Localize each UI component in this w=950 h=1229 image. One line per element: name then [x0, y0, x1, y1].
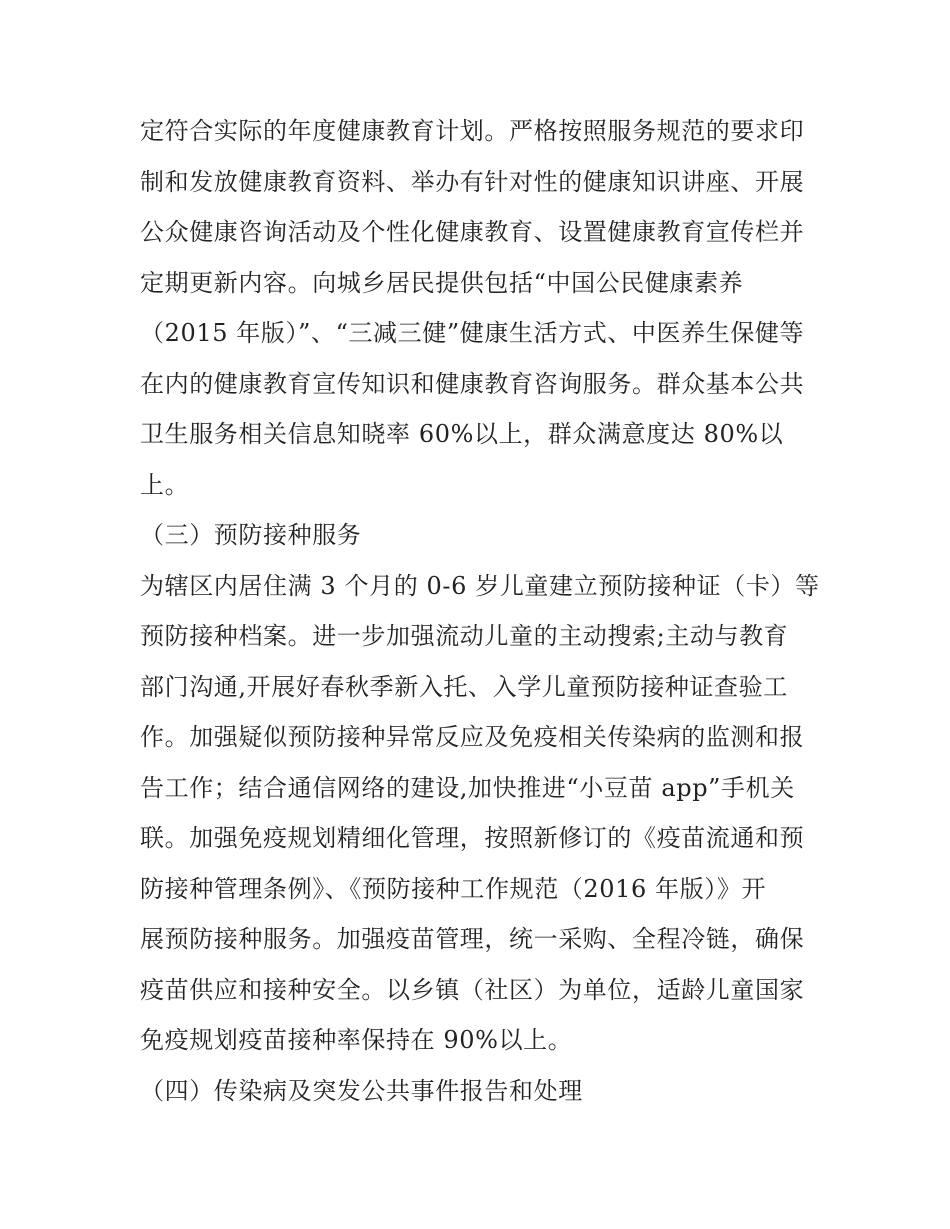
text-line: 疫苗供应和接种安全。以乡镇（社区）为单位，适龄儿童国家: [140, 975, 805, 1004]
text-line: 告工作；结合通信网络的建设,加快推进“小豆苗 app”手机关: [140, 773, 795, 802]
text-line: 部门沟通,开展好春秋季新入托、入学儿童预防接种证查验工: [140, 672, 788, 701]
text-line: 公众健康咨询活动及个性化健康教育、设置健康教育宣传栏并: [140, 218, 805, 246]
paragraph-vaccination: [140, 561, 820, 1066]
text-line: 卫生服务相关信息知晓率 60%以上，群众满意度达 80%以: [140, 420, 784, 448]
text-line: 定期更新内容。向城乡居民提供包括“中国公民健康素养: [140, 268, 744, 297]
text-line: 上。: [140, 470, 190, 499]
text-line: 展预防接种服务。加强疫苗管理，统一采购、全程冷链，确保: [140, 925, 805, 953]
text-line: 制和发放健康教育资料、举办有针对性的健康知识讲座、开展: [140, 167, 805, 196]
text-line: 定符合实际的年度健康教育计划。严格按照服务规范的要求印: [140, 117, 805, 145]
text-line: 免疫规划疫苗接种率保持在 90%以上。: [140, 1026, 573, 1054]
paragraph-health-education: [140, 106, 820, 510]
text-line: （2015 年版）”、“三减三健”健康生活方式、中医养生保健等: [140, 319, 805, 347]
section-heading-vaccination: （三）预防接种服务: [140, 521, 362, 549]
text-line: 在内的健康教育宣传知识和健康教育咨询服务。群众基本公共: [140, 369, 805, 398]
text-line: 防接种管理条例》、《预防接种工作规范（2016 年版）》开: [140, 874, 767, 903]
text-line: 预防接种档案。进一步加强流动儿童的主动搜索;主动与教育: [140, 622, 789, 650]
section-heading-infectious-disease: （四）传染病及突发公共事件报告和处理: [140, 1076, 583, 1105]
text-line: 联。加强免疫规划精细化管理，按照新修订的《疫苗流通和预: [140, 824, 805, 852]
text-line: 为辖区内居住满 3 个月的 0-6 岁儿童建立预防接种证（卡）等: [140, 571, 820, 600]
text-line: 作。加强疑似预防接种异常反应及免疫相关传染病的监测和报: [140, 723, 805, 751]
document-body: [140, 106, 820, 1116]
